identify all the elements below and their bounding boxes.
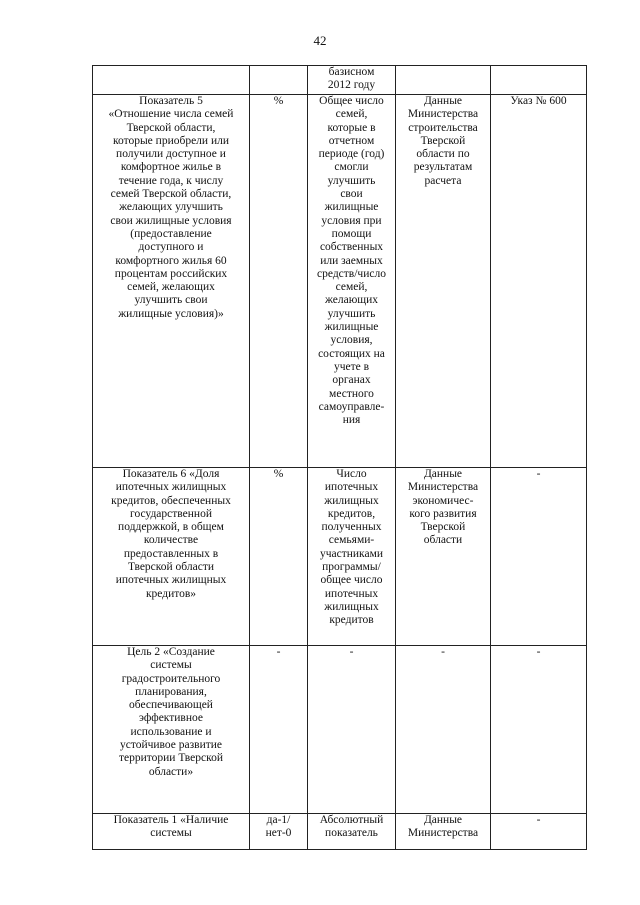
indicator-cell: Показатель 5 «Отношение числа семей Тверской области, которые приобрели или получили доступное и комфортное жилье в течение года, к числу семей Тверской области, желающих улучшить свои жилищные условия (предоставление доступного и комфортного жилья 60 процентам российских семей, желающих улучшить свои жилищные условия)» bbox=[93, 95, 250, 468]
source-cell: - bbox=[396, 646, 491, 814]
table-row bbox=[93, 468, 587, 646]
unit-cell: да-1/ нет-0 bbox=[250, 814, 308, 850]
method-cell: базисном 2012 году bbox=[308, 66, 396, 95]
source-cell bbox=[396, 66, 491, 95]
table-row bbox=[93, 66, 587, 95]
indicators-table bbox=[92, 65, 587, 850]
basis-cell: - bbox=[491, 814, 587, 850]
method-cell: Число ипотечных жилищных кредитов, полученных семьями- участниками программы/ общее число ипотечных жилищных кредитов bbox=[308, 468, 396, 646]
indicator-cell: Показатель 6 «Доля ипотечных жилищных кредитов, обеспеченных государственной поддержкой, в общем количестве предоставленных в Тверской области ипотечных жилищных кредитов» bbox=[93, 468, 250, 646]
method-cell: Абсолютный показатель bbox=[308, 814, 396, 850]
page-number: 42 bbox=[313, 33, 327, 48]
source-cell: Данные Министерства bbox=[396, 814, 491, 850]
unit-cell: - bbox=[250, 646, 308, 814]
basis-cell: - bbox=[491, 468, 587, 646]
basis-cell bbox=[491, 66, 587, 95]
source-cell: Данные Министерства экономичес- кого развития Тверской области bbox=[396, 468, 491, 646]
basis-cell: - bbox=[491, 646, 587, 814]
source-cell: Данные Министерства строительства Тверской области по результатам расчета bbox=[396, 95, 491, 468]
method-cell: - bbox=[308, 646, 396, 814]
table-row bbox=[93, 646, 587, 814]
unit-cell bbox=[250, 66, 308, 95]
table-row bbox=[93, 814, 587, 850]
unit-cell: % bbox=[250, 468, 308, 646]
indicator-cell bbox=[93, 66, 250, 95]
basis-cell: Указ № 600 bbox=[491, 95, 587, 468]
unit-cell: % bbox=[250, 95, 308, 468]
indicator-cell: Цель 2 «Создание системы градостроительного планирования, обеспечивающей эффективное использование и устойчивое развитие территории Тверской области» bbox=[93, 646, 250, 814]
indicator-cell: Показатель 1 «Наличие системы bbox=[93, 814, 250, 850]
table-row bbox=[93, 95, 587, 468]
method-cell: Общее число семей, которые в отчетном периоде (год) смогли улучшить свои жилищные условия при помощи собственных или заемных средств/число семей, желающих улучшить жилищные условия, состоящих на учете в органах местного самоуправле- ния bbox=[308, 95, 396, 468]
